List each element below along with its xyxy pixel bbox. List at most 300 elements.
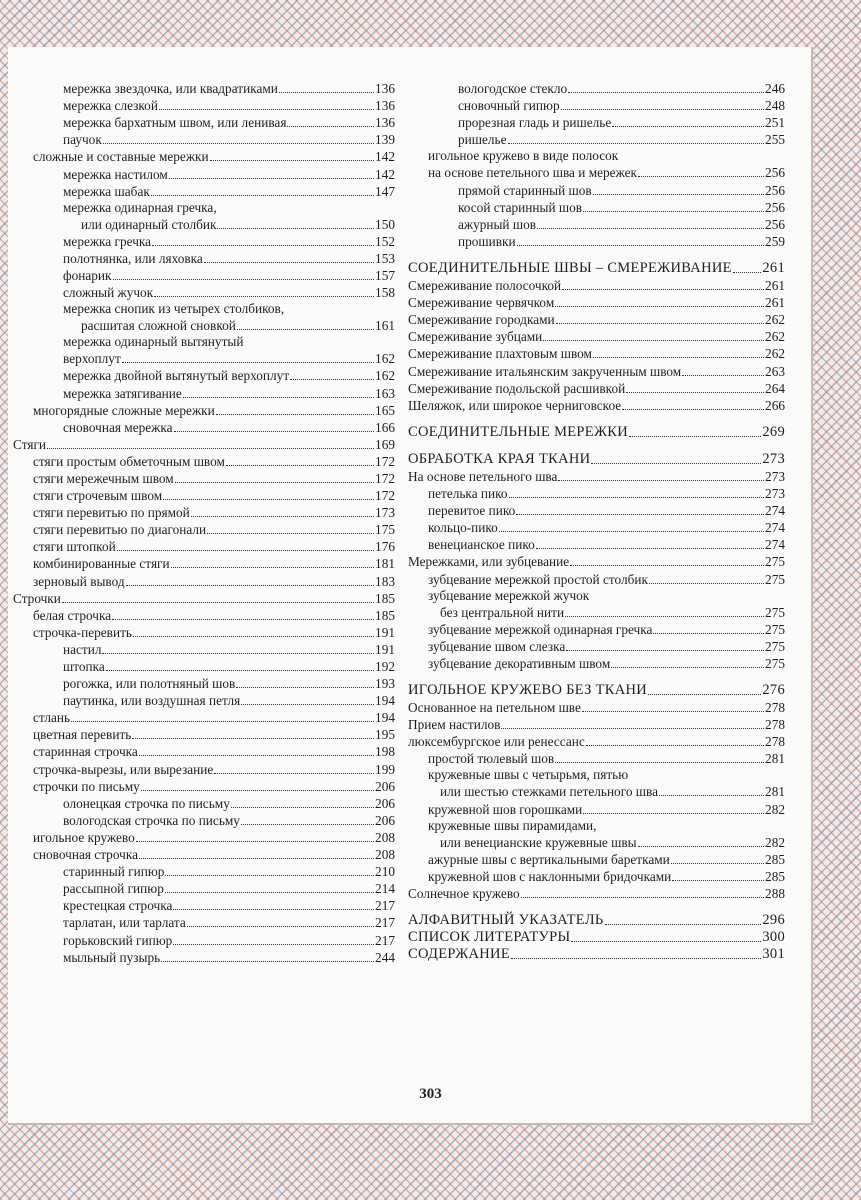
toc-entry-title: Смереживание полосочкой [408,278,562,294]
dot-leader [536,548,764,549]
dot-leader [593,194,764,195]
toc-entry-title: СОДЕРЖАНИЕ [408,946,510,963]
dot-leader [570,565,764,566]
dot-leader [216,414,374,415]
toc-entry-title: сновочная строчка [33,847,138,863]
toc-entry-title: СПИСОК ЛИТЕРАТУРЫ [408,929,571,946]
toc-entry-title: Смереживание червячком [408,295,555,311]
toc-entry [408,800,785,817]
toc-page-number: 248 [765,98,785,114]
toc-page-number: 266 [765,397,785,413]
dot-leader [591,463,761,464]
toc-entry [408,216,785,233]
toc-entry [13,709,395,726]
toc-entry [13,97,395,114]
toc-entry-title: прорезная гладь и ришелье [458,115,612,131]
toc-entry [13,183,395,200]
toc-entry [408,716,785,733]
toc-entry [408,97,785,114]
dot-leader [154,296,374,297]
toc-entry-title: белая строчка [33,607,112,623]
dot-leader [648,694,761,695]
toc-page-number: 269 [762,423,785,440]
toc-entry-title: люксембургское или ренессанс [408,734,585,750]
toc-page-number: 175 [375,522,395,538]
toc-entry-title: олонецкая строчка по письму [63,795,230,811]
toc-entry-title: СОЕДИНИТЕЛЬНЫЕ МЕРЕЖКИ [408,423,628,440]
toc-page-number: 185 [375,590,395,606]
toc-entry [408,148,785,164]
toc-entry-title: паутинка, или воздушная петля [63,693,241,709]
toc-entry [408,638,785,655]
dot-leader [187,926,374,927]
toc-entry-title: мережка шабак [63,183,150,199]
toc-entry [13,897,395,914]
toc-entry-title: рассыпной гипюр [63,881,164,897]
toc-entry-title: Шеляжок, или широкое черниговское [408,397,622,413]
dot-leader [508,143,765,144]
toc-page-number: 191 [375,641,395,657]
dot-leader [566,650,764,651]
toc-entry [13,317,395,334]
toc-page-number: 256 [765,165,785,181]
dot-leader [583,813,764,814]
toc-page-number: 262 [765,329,785,345]
toc-entry [13,555,395,572]
dot-leader [733,272,762,273]
toc-entry-title: строчка-вырезы, или вырезание [33,761,214,777]
toc-entry [13,419,395,436]
dot-leader [537,228,764,229]
toc-page-number: 274 [765,537,785,553]
section-gap [408,250,785,260]
toc-entry-title: стяги простым обметочным швом [33,453,225,469]
toc-entry [13,487,395,504]
toc-entry-title: или шестью стежками петельного шва [440,784,659,800]
toc-entry [408,868,785,885]
toc-entry [408,277,785,294]
toc-page-number: 163 [375,385,395,401]
toc-page-number: 172 [375,488,395,504]
toc-page-number: 147 [375,183,395,199]
toc-entry-title: ришелье [458,132,507,148]
toc-page-number: 263 [765,363,785,379]
dot-leader [565,616,764,617]
dot-leader [71,721,374,722]
toc-entry-title: строчки по письму [33,778,140,794]
toc-entry-title: мережка бархатным швом, или ленивая [63,115,287,131]
toc-entry [408,885,785,902]
toc-page-number: 193 [375,676,395,692]
toc-page-number: 162 [375,351,395,367]
toc-page-number: 274 [765,503,785,519]
toc-page-number: 139 [375,132,395,148]
dot-leader [132,738,374,739]
dot-leader [543,340,764,341]
toc-page-number: 173 [375,505,395,521]
toc-entry [13,949,395,966]
toc-entry-title: Основанное на петельном шве [408,700,581,716]
toc-entry-title: СОЕДИНИТЕЛЬНЫЕ ШВЫ – СМЕРЕЖИВАНИЕ [408,259,732,276]
toc-entry-title: кружевные швы с четырьмя, пятью [428,767,629,783]
toc-entry [408,851,785,868]
dot-leader [509,497,764,498]
toc-entry [408,621,785,638]
dot-leader [605,924,762,925]
toc-entry-title: кружевной шов горошками [428,801,583,817]
toc-entry-title: мережка настилом [63,166,168,182]
dot-leader [173,944,374,945]
dot-leader [555,762,764,763]
toc-page-number: 296 [762,912,785,929]
dot-leader [611,667,764,668]
toc-entry-title: ажурные швы с вертикальными баретками [428,851,670,867]
dot-leader [571,941,761,942]
dot-leader [517,245,764,246]
toc-page-number: 172 [375,453,395,469]
dot-leader [653,633,764,634]
dot-leader [47,448,374,449]
dot-leader [174,431,375,432]
toc-entry [13,624,395,641]
dot-leader [586,745,764,746]
toc-entry [408,655,785,672]
dot-leader [210,160,374,161]
toc-page-number: 199 [375,761,395,777]
toc-entry [13,521,395,538]
dot-leader [103,143,374,144]
toc-page-number: 194 [375,693,395,709]
dot-leader [501,728,764,729]
toc-entry-title: зубцевание мережкой простой столбик [428,571,648,587]
toc-entry-title: Смереживание подольской расшивкой [408,380,626,396]
dot-leader [671,863,764,864]
dot-leader [568,92,764,93]
toc-entry-title: рогожка, или полотняный шов [63,676,236,692]
dot-leader [204,262,374,263]
toc-entry-title: На основе петельного шва [408,468,558,484]
toc-entry-title: петелька пико [428,486,508,502]
toc-page-number: 157 [375,268,395,284]
dot-leader [191,516,374,517]
toc-entry-title: зубцевание декоративным швом [428,655,611,671]
toc-entry-title: стяги перевитью по прямой [33,505,190,521]
toc-page-number: 176 [375,539,395,555]
toc-entry-title: или одинарный столбик [81,216,217,232]
toc-entry [13,760,395,777]
toc-right-column [408,80,785,963]
dot-leader [231,807,374,808]
toc-entry-title: цветная перевить [33,727,132,743]
toc-page-number: 166 [375,419,395,435]
toc-entry-title: зерновый вывод [33,573,125,589]
toc-page-number: 206 [375,812,395,828]
toc-page-number: 181 [375,556,395,572]
dot-leader [593,357,764,358]
toc-entry [13,692,395,709]
toc-entry-title: венецианское пико [428,537,535,553]
toc-entry-title: тарлатан, или тарлата [63,915,186,931]
toc-page-number: 206 [375,778,395,794]
dot-leader [556,323,764,324]
toc-entry-title: верхоплут [63,351,121,367]
toc-entry [13,846,395,863]
toc-section-heading [408,424,785,441]
toc-page-number: 282 [765,801,785,817]
dot-leader [175,482,374,483]
dot-leader [287,126,374,127]
toc-entry-title: или венецианские кружевные швы [440,834,637,850]
toc-entry [13,436,395,453]
toc-entry-title: Солнечное кружево [408,885,520,901]
dot-leader [582,711,764,712]
toc-page-number: 261 [762,259,785,276]
dot-leader [659,795,764,796]
toc-entry-title: прямой старинный шов [458,182,592,198]
dot-leader [217,228,374,229]
dot-leader [237,329,374,330]
dot-leader [163,499,374,500]
toc-entry [13,233,395,250]
dot-leader [152,245,374,246]
dot-leader [241,704,374,705]
toc-entry-title: Смереживание зубцами [408,329,543,345]
toc-page-number: 142 [375,166,395,182]
dot-leader [126,585,374,586]
dot-leader [159,109,374,110]
dot-leader [62,602,374,603]
toc-entry [408,750,785,767]
toc-page-number: 275 [765,638,785,654]
dot-leader [558,480,764,481]
toc-entry-title: стяги штопкой [33,539,116,555]
dot-leader [165,892,374,893]
toc-entry [408,345,785,362]
dot-leader [112,619,374,620]
toc-entry [13,675,395,692]
toc-entry-title: Стяги [13,436,47,452]
dot-leader [290,379,374,380]
toc-entry [408,502,785,519]
toc-entry-title: крестецкая строчка [63,898,173,914]
toc-entry-title: сновочная мережка [63,419,173,435]
section-gap [408,414,785,424]
toc-entry [13,200,395,216]
toc-page-number: 165 [375,402,395,418]
dot-leader [117,550,374,551]
toc-entry [13,590,395,607]
toc-entry-title: сновочный гипюр [458,98,560,114]
toc-page-number: 278 [765,700,785,716]
toc-page-number: 273 [765,486,785,502]
toc-entry [13,914,395,931]
dot-leader [139,858,374,859]
toc-page-number: 142 [375,149,395,165]
toc-entry-title: мережка одинарная гречка, [63,199,217,215]
toc-page-number: 273 [765,468,785,484]
toc-entry [408,834,785,851]
toc-entry-title: настил [63,641,102,657]
toc-entry [13,829,395,846]
toc-page-number: 217 [375,898,395,914]
dot-leader [555,306,764,307]
toc-section-heading [408,946,785,963]
toc-entry-title: ИГОЛЬНОЕ КРУЖЕВО БЕЗ ТКАНИ [408,682,648,698]
dot-leader [161,961,374,962]
toc-entry-title: вологодское стекло [458,81,568,97]
toc-entry-title: мережка звездочка, или квадратиками [63,81,278,97]
toc-page-number: 217 [375,915,395,931]
toc-entry-title: косой старинный шов [458,199,583,215]
toc-page-number: 261 [765,295,785,311]
dot-leader [122,362,374,363]
toc-entry [13,470,395,487]
toc-entry [13,795,395,812]
toc-entry-title: сложный жучок [63,285,154,301]
section-gap [408,902,785,912]
dot-leader [649,583,764,584]
toc-entry-title: мережка затягивание [63,385,182,401]
toc-entry-title: ОБРАБОТКА КРАЯ ТКАНИ [408,450,591,467]
dot-leader [207,533,374,534]
dot-leader [511,958,761,959]
toc-entry [408,380,785,397]
toc-entry [13,504,395,521]
toc-entry-title: без центральной нити [440,604,565,620]
dot-leader [241,824,374,825]
toc-page-number: 191 [375,624,395,640]
dot-leader [106,670,374,671]
dot-leader [612,126,764,127]
toc-page-number: 278 [765,717,785,733]
toc-entry-title: стяги перевитью по диагонали [33,522,207,538]
toc-page-number: 244 [375,949,395,965]
toc-entry [13,931,395,948]
toc-entry-title: кружевной шов с наклонными бридочками [428,868,672,884]
toc-entry-title: стяги мережечным швом [33,470,174,486]
dot-leader [561,109,764,110]
toc-entry-title: мережка гречка [63,233,152,249]
toc-entry [408,699,785,716]
toc-entry-title: мережка снопик из четырех столбиков, [63,301,285,317]
dot-leader [171,567,374,568]
toc-page-number: 158 [375,285,395,301]
toc-entry [408,588,785,604]
toc-entry-title: вологодская строчка по письму [63,812,240,828]
toc-page-number: 262 [765,346,785,362]
toc-entry [13,880,395,897]
toc-entry-title: Мережками, или зубцевание [408,554,570,570]
toc-entry-title: паучок [63,132,102,148]
toc-page-number: 301 [762,946,785,963]
toc-page-number: 185 [375,607,395,623]
dot-leader [682,375,764,376]
toc-entry-title: фонарик [63,268,112,284]
toc-page-number: 261 [765,278,785,294]
toc-entry [13,350,395,367]
toc-entry-title: Смереживание городками [408,312,555,328]
toc-entry [408,604,785,621]
toc-entry-title: строчка-перевить [33,624,132,640]
toc-page-number: 274 [765,520,785,536]
toc-page-number: 262 [765,312,785,328]
toc-entry-title: Строчки [13,590,61,606]
toc-entry-title: мережка двойной вытянутый верхоплут [63,368,290,384]
toc-page-number: 275 [765,621,785,637]
toc-entry [408,519,785,536]
toc-entry-title: ажурный шов [458,216,537,232]
toc-page-number: 150 [375,216,395,232]
toc-section-heading [408,929,785,946]
toc-entry [13,812,395,829]
toc-entry [408,114,785,131]
toc-entry-title: стяги строчевым швом [33,488,163,504]
toc-entry [408,468,785,485]
toc-entry-title: мыльный пузырь [63,949,161,965]
dot-leader [113,279,375,280]
toc-entry [13,538,395,555]
toc-page-number: 195 [375,727,395,743]
toc-page-number: 172 [375,470,395,486]
toc-entry [408,164,785,181]
toc-entry-title: игольное кружево [33,829,135,845]
toc-entry-title: перевитое пико [428,503,516,519]
dot-leader [141,790,374,791]
toc-entry [13,334,395,350]
toc-entry [408,328,785,345]
toc-page-number: 153 [375,250,395,266]
toc-entry-title: штопка [63,659,105,674]
toc-page-number: 183 [375,573,395,589]
toc-entry [408,570,785,587]
dot-leader [279,92,374,93]
toc-page-number: 256 [765,216,785,232]
toc-page-number: 136 [375,98,395,114]
toc-entry-title: простой тюлевый шов [428,751,555,767]
toc-page-number: 255 [765,132,785,148]
toc-entry [13,384,395,401]
toc-page-number: 285 [765,868,785,884]
toc-entry-title: Прием настилов [408,717,501,733]
toc-page-number: 275 [765,655,785,671]
toc-entry-title: старинный гипюр [63,864,165,880]
dot-leader [165,875,374,876]
toc-entry [13,114,395,131]
toc-entry [408,818,785,834]
toc-page-number: 136 [375,115,395,131]
toc-page-number: 285 [765,851,785,867]
dot-leader [102,653,374,654]
toc-entry-title: мережка слезкой [63,98,158,114]
toc-entry-title: зубцевание мережкой жучок [428,587,590,603]
toc-entry-title: старинная строчка [33,744,138,760]
toc-entry [13,726,395,743]
toc-page-number: 161 [375,318,395,334]
dot-leader [499,531,764,532]
dot-leader [214,773,374,774]
toc-page-number: 275 [765,604,785,620]
toc-entry [408,362,785,379]
toc-page-number: 246 [765,81,785,97]
toc-section-heading [408,912,785,929]
toc-entry [408,311,785,328]
toc-page-number: 251 [765,115,785,131]
toc-page-number: 264 [765,380,785,396]
toc-entry [13,778,395,795]
toc-entry-title: расшитая сложной сновкой [81,318,236,334]
toc-section-heading [408,451,785,468]
dot-leader [672,880,764,881]
